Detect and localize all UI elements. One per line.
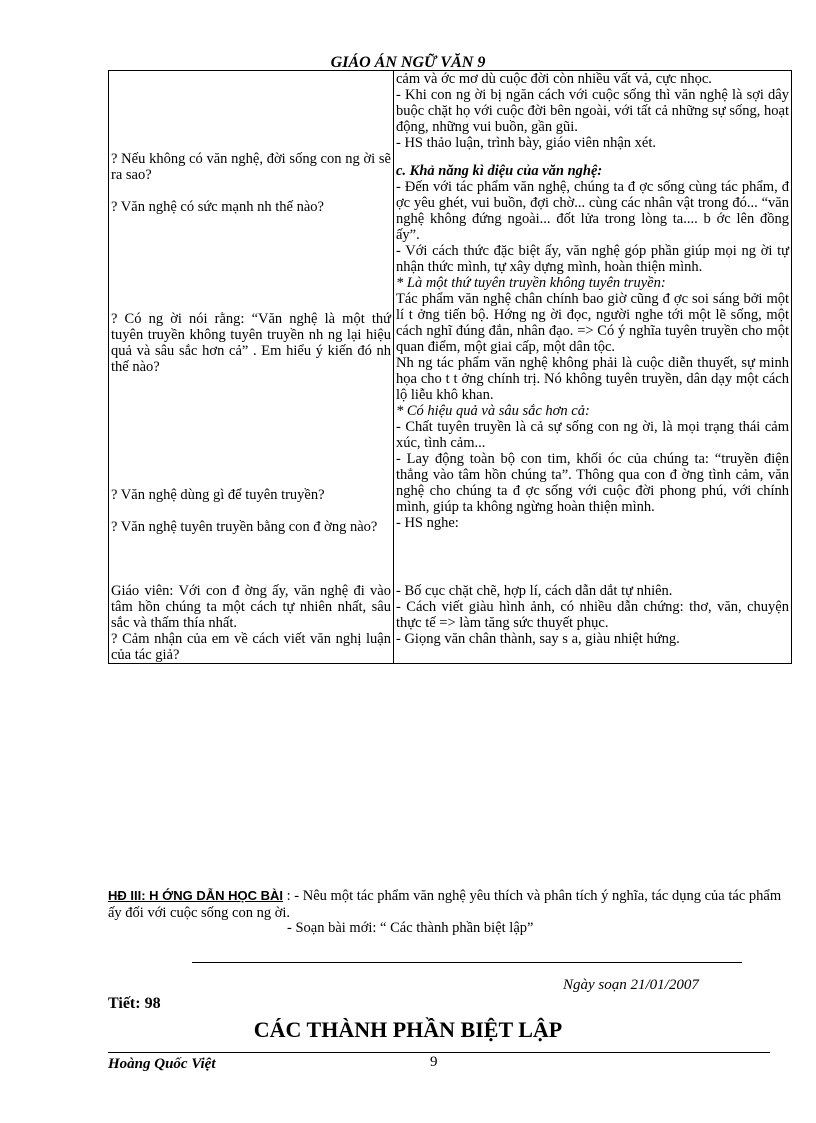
answer-p10: - HS nghe: — [396, 515, 459, 531]
answer-p9: - Lay động toàn bộ con tim, khối óc của chúng ta: “truyền điện thẳng vào tâm hồn chúng ta”. Thông qua con đ ờng tình cảm, văn nghệ cho chúng ta đ ợc sống với cuộc đời phong phú, với chính mình, giúp ta không ngừng hoàn thiện mình. — [396, 451, 789, 515]
prep-next-lesson: - Soạn bài mới: “ Các thành phần biệt lập” — [287, 920, 534, 936]
page-number: 9 — [430, 1054, 438, 1070]
answer-p3: - HS thảo luận, trình bày, giáo viên nhận xét. — [396, 135, 657, 151]
subheading-2: * Có hiệu quả và sâu sắc hơn cả: — [396, 403, 590, 419]
question-5: ? Văn nghệ tuyên truyền bằng con đ ờng nào? — [111, 519, 378, 535]
question-6: ? Cảm nhận của em về cách viết văn nghị luận của tác giả? — [111, 631, 391, 663]
question-1: ? Nếu không có văn nghệ, đời sống con ng ời sẽ ra sao? — [111, 151, 391, 183]
teacher-note: Giáo viên: Với con đ ờng ấy, văn nghệ đi vào tâm hồn chúng ta một cách tự nhiên nhất, sâu sắc và thấm thía nhất. — [111, 583, 391, 631]
answer-p2: - Khi con ng ời bị ngăn cách với cuộc sống thì văn nghệ là sợi dây buộc chặt họ với cuộc đời bên ngoài, với tất cả những sự sống, hoạt động, những vui buồn, gần gũi. — [396, 87, 789, 135]
homework-label: HĐ III: H ỚNG DẪN HỌC BÀI — [108, 888, 284, 903]
homework-section — [108, 887, 784, 922]
answer-p6: Tác phẩm văn nghệ chân chính bao giờ cũng đ ợc soi sáng bởi một lí t ởng tiến bộ. Hớng ng ời đọc, người nghe tới một lẽ sống, một cách nghĩ đúng đắn, nhân đạo. => Có ý nghĩa tuyên truyền cho một quan điểm, một giai cấp, một dân tộc. — [396, 291, 789, 355]
homework-text: : - Nêu một tác phẩm văn nghệ yêu thích và phân tích ý nghĩa, tác dụng của tác phẩm ấy đối với cuộc sống con ng ời. — [108, 888, 782, 921]
table-row — [109, 71, 792, 664]
footer-author: Hoàng Quốc Việt — [108, 1056, 216, 1072]
answers-column — [394, 71, 792, 664]
lesson-title: CÁC THÀNH PHẦN BIỆT LẬP — [253, 1017, 563, 1042]
question-3: ? Có ng ời nói rằng: “Văn nghệ là một thứ tuyên truyền không tuyên truyền nh ng lại hiệu quả và sâu sắc hơn cả” . Em hiểu ý kiến đó nh thế nào? — [111, 311, 391, 375]
page-header-title: GIÁO ÁN NGỮ VĂN 9 — [330, 54, 486, 71]
prep-date: Ngày soạn 21/01/2007 — [563, 977, 699, 993]
question-4: ? Văn nghệ dùng gì để tuyên truyền? — [111, 487, 325, 503]
question-2: ? Văn nghệ có sức mạnh nh thế nào? — [111, 199, 324, 215]
heading-c: c. Khả năng kì diệu của văn nghệ: — [396, 163, 603, 179]
answer-p12: - Cách viết giàu hình ảnh, có nhiều dẫn chứng: thơ, văn, chuyện thực tế => làm tăng sức thuyết phục. — [396, 599, 789, 631]
lesson-table — [108, 70, 792, 664]
answer-p1: cảm và ớc mơ dù cuộc đời còn nhiều vất vả, cực nhọc. — [396, 71, 712, 87]
subheading-1: * Là một thứ tuyên truyền không tuyên truyền: — [396, 275, 666, 291]
answer-p11: - Bố cục chặt chẽ, hợp lí, cách dẫn dắt tự nhiên. — [396, 583, 673, 599]
answer-p8: - Chất tuyên truyền là cả sự sống con ng ời, là mọi trạng thái cảm xúc, tình cảm... — [396, 419, 789, 451]
questions-column — [109, 71, 394, 664]
answer-p5: - Với cách thức đặc biệt ấy, văn nghệ góp phần giúp mọi ng ời tự nhận thức mình, tự xây dựng mình, hoàn thiện mình. — [396, 243, 789, 275]
section-divider — [192, 962, 742, 963]
footer-rule — [108, 1052, 770, 1053]
answer-p7: Nh ng tác phẩm văn nghệ không phải là cuộc diễn thuyết, sự minh họa cho t t ởng chính trị. Nó không tuyên truyền, dân dạy một cách lộ liễu khô khan. — [396, 355, 789, 403]
answer-p4: - Đến với tác phẩm văn nghệ, chúng ta đ ợc sống cùng tác phẩm, đ ợc yêu ghét, vui buồn, đợi chờ... cùng các nhân vật trong đó... “văn nghệ không đứng ngoài... đốt lửa trong lòng ta.... b ớc lên đồng ấy”. — [396, 179, 789, 243]
answer-p13: - Giọng văn chân thành, say s a, giàu nhiệt hứng. — [396, 631, 680, 647]
lesson-number: Tiết: 98 — [108, 995, 161, 1012]
